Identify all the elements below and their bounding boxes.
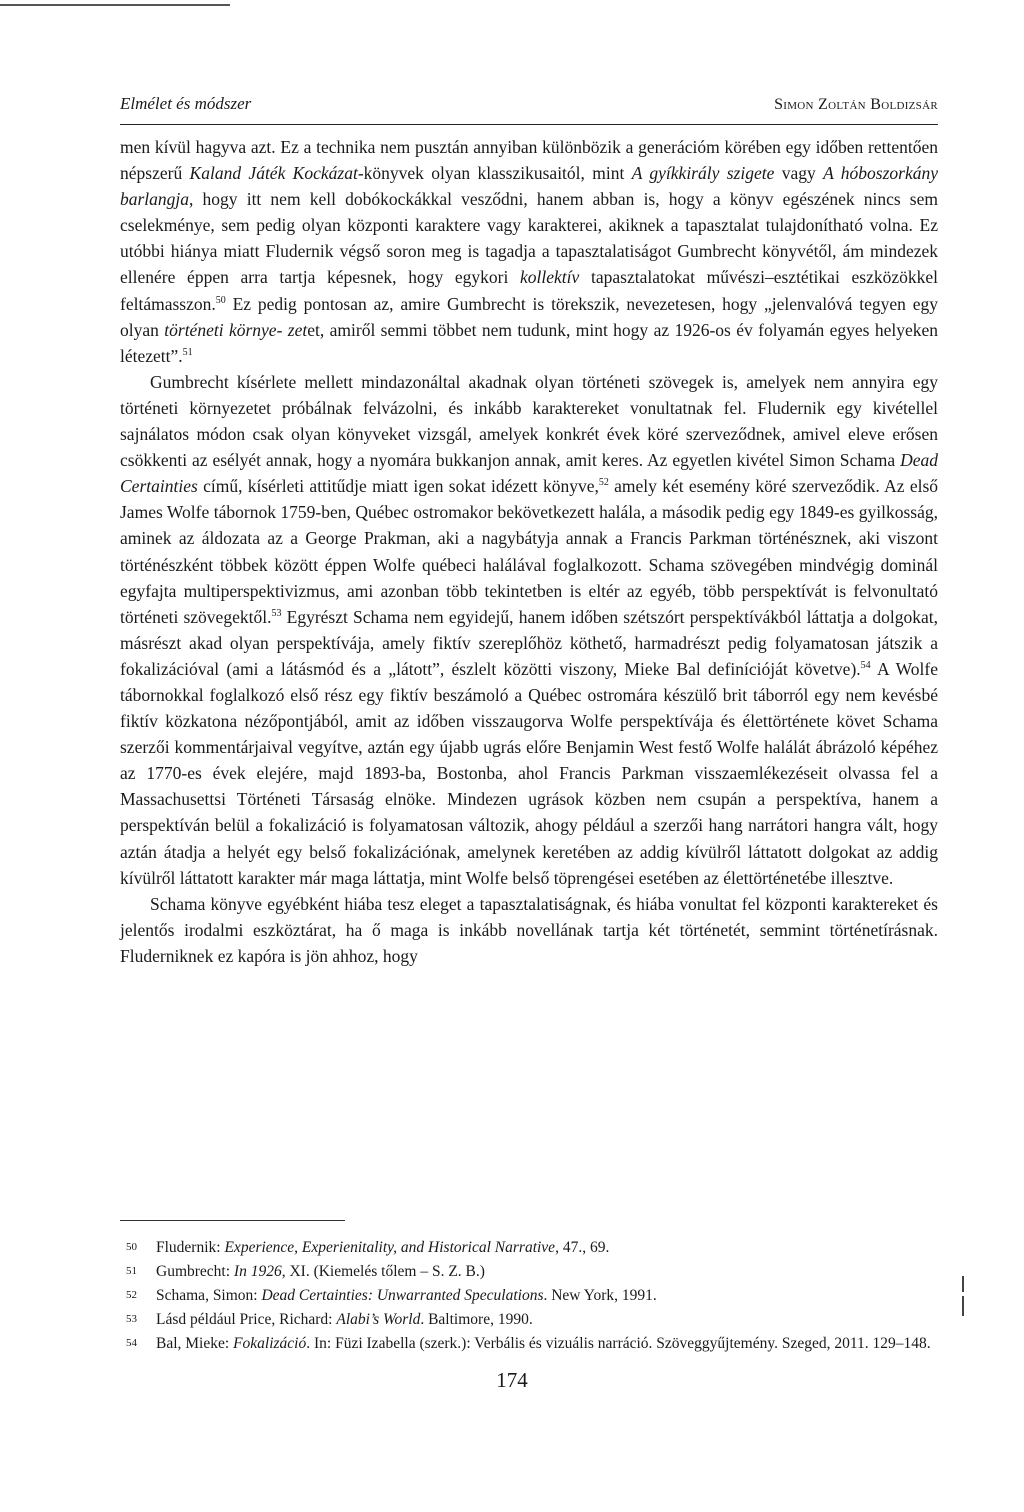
- text-run: Ez pedig pontosan az, amire Gumbrecht is törekszik, nevezetesen, hogy „jelenvalóvá tegyen egy olyan: [120, 293, 938, 340]
- text-run: amely két esemény köré szerveződik. Az első James Wolfe tábornok 1759-ben, Québec ostromakor bekövetkezett halála, a második pedig egy 1849-es gyilkosság, aminek az áldozata az a George Prakman, aki a nagybátyja annak a Francis Parkman történésznek, aki viszont történészként többek között éppen Wolfe québeci halálával foglalkozott. Schama szövegében mindvégig dominál egyfajta multiperspektivizmus, ami azonban több tekintetben is eltér az egyéb, több perspektívát is felvonultató történeti szövegektől.: [120, 476, 939, 627]
- footnote-ref-51[interactable]: 51: [182, 346, 193, 358]
- footnote-number: 50: [126, 1241, 137, 1253]
- footnote-ref-54[interactable]: 54: [860, 660, 871, 672]
- footnotes: [120, 1236, 938, 1356]
- italic-title: A hóboszorkány barlangja: [120, 163, 939, 210]
- footnote-number: 53: [126, 1313, 137, 1325]
- italic-emphasis: zet: [287, 319, 308, 340]
- italic-emphasis: kollektív: [520, 267, 580, 288]
- paragraph-2: [120, 369, 938, 891]
- text-run: -könyvek olyan klasszikusaitól, mint: [357, 163, 632, 184]
- text-run: című, kísérleti attitűdje miatt igen sokat idézett könyve,: [197, 476, 599, 497]
- italic-emphasis: történeti környe: [164, 319, 277, 340]
- footnote-ref-52[interactable]: 52: [598, 477, 609, 489]
- margin-mark: [962, 1296, 964, 1316]
- footnote-title: In 1926: [233, 1263, 282, 1280]
- footnote-text: . Baltimore, 1990.: [420, 1311, 533, 1328]
- body-text: [120, 134, 938, 969]
- page-number: 174: [496, 1368, 528, 1392]
- footnote-text: , XI. (Kiemelés tőlem – S. Z. B.): [281, 1263, 485, 1280]
- footnote-ref-50[interactable]: 50: [215, 294, 226, 306]
- footnote-title: Fokalizáció: [233, 1335, 307, 1352]
- footnote-number: 51: [126, 1265, 137, 1277]
- footnote-number: 52: [126, 1289, 137, 1301]
- paragraph-1: men kívül hagyva azt. Ez a technika nem pusztán annyiban különbözik a generációm körében egy időben rettentően népszerű Kaland Játék Kockázat-könyvek olyan klasszikusaitól, mint A gyíkkirály szigete vagy A hóboszorkány barlangja, hogy itt nem kell dobókockákkal vesződni, hanem abban is, hogy a könyv egészének nincs sem cselekménye, sem pedig olyan központi karaktere vagy karakterei, akiknek a tapasztalat tulajdonítható volna. Ez utóbbi hiánya miatt Fludernik végső soron meg is tagadja a tapasztalatiságot Gumbrecht könyvétől, ám mindezek ellenére éppen arra tartja képesnek, hogy egykori kollektív tapasztalatokat művészi–esztétikai eszközökkel feltámasszon.$^{50}$ Ez pedig pontosan az, amire Gumbrecht is törekszik, nevezetesen, hogy „jelenvalóvá tegyen egy olyan történeti környe- zetet, amiről semmi többet nem tudunk, mint hogy az 1926-os év folyamán egyes helyeken létezett”.$^{51}$: [120, 137, 939, 366]
- text-run: Egyrészt Schama nem egyidejű, hanem időben szétszórt perspektívákból láttatja a dolgokat, másrészt akad olyan perspektívája, amely fiktív szereplőhöz köthető, harmadrészt pedig folyamatosan játszik a fokalizációval (ami a látásmód és a „látott”, észlelt közötti viszony, Mieke Bal definícióját követve).: [120, 606, 938, 679]
- text-run: men kívül hagyva azt. Ez a technika nem pusztán annyiban különbözik a generációm körében egy időben rettentően népszerű: [120, 137, 938, 184]
- footnote-52: [120, 1284, 938, 1308]
- italic-title: Kaland Játék Kockázat: [189, 163, 358, 184]
- text-run: Gumbrecht kísérlete mellett mindazonáltal akadnak olyan történeti szövegek is, amelyek nem annyira egy történeti környezetet próbálnak felvázolni, és inkább karaktereket vonultatnak fel. Fludernik egy kivétellel sajnálatos módon csak olyan könyveket vizsgál, amelyek konkrét évek köré szerveződnek, amivel eleve erősen csökkenti az esélyét annak, hogy a nyomára bukkanjon annak, amit keres. Az egyetlen kivétel Simon Schama: [120, 371, 938, 471]
- footnote-title: Alabi’s World: [336, 1311, 421, 1328]
- text-run: vagy: [774, 163, 824, 184]
- footnote-separator: [120, 1220, 345, 1221]
- footnote-51: [120, 1260, 938, 1284]
- text-run: A Wolfe tábornokkal foglalkozó első rész egy fiktív beszámoló a Québec ostromára készülő brit táborról egy nem kevésbé fiktív közkatona nézőpontjából, amit az időben visszaugorva Wolfe perspektívája és élettörténete követ Schama szerzői kommentárjaival vegyítve, aztán egy újabb ugrás előre Benjamin West festő Wolfe halálát ábrázoló képéhez az 1770-es évek elejére, majd 1893-ba, Bostonba, ahol Francis Parkman visszaemlékezéseit olvassa fel a Massachusettsi Történeti Társaság elnöke. Mindezen ugrások közben nem csupán a perspektíva, hanem a perspektíván belül a fokalizáció is folyamatosan változik, ahogy például a szerzői hang narrátori hangra vált, hogy aztán átadja a helyét egy belső fokalizációnak, amelynek keretében az addig kívülről láttatott dolgokat az addig kívülről láttatott karakter már maga láttatja, mint Wolfe belső töprengései esetében az élettörténetébe illesztve.: [120, 658, 938, 888]
- footnote-text: Schama, Simon:: [156, 1287, 262, 1304]
- footnote-text: Lásd például Price, Richard:: [156, 1311, 337, 1328]
- text-run: tapasztalatokat művészi–esztétikai eszközökkel feltámasszon.: [120, 267, 938, 314]
- italic-title: Dead Certainties: [120, 450, 938, 497]
- margin-mark: [962, 1276, 964, 1292]
- footnote-text: Bal, Mieke:: [156, 1335, 234, 1352]
- footnote-text: . In: Füzi Izabella (szerk.): Verbális és vizuális narráció. Szöveggyűjtemény. Szeged, 2011. 129–148.: [306, 1335, 931, 1352]
- footnote-ref-53[interactable]: 53: [271, 607, 282, 619]
- footnote-text: Fludernik:: [156, 1239, 225, 1256]
- footnote-50: [120, 1236, 938, 1260]
- footnote-text: , 47., 69.: [555, 1239, 610, 1256]
- footnote-text: Gumbrecht:: [156, 1263, 234, 1280]
- footnote-53: [120, 1308, 938, 1332]
- footnote-number: 54: [126, 1337, 137, 1349]
- italic-title: A gyíkkirály szigete: [631, 163, 775, 184]
- footnote-title: Dead Certainties: Unwarranted Speculations: [261, 1287, 544, 1304]
- footnote-54: [120, 1332, 938, 1356]
- scan-edge-line: [0, 4, 230, 6]
- header-author: Simon Zoltán Boldizsár: [774, 96, 938, 113]
- footnote-title: Experience, Experienitality, and Historical Narrative: [224, 1239, 556, 1256]
- text-run: Schama könyve egyébként hiába tesz eleget a tapasztalatiságnak, és hiába vonultat fel központi karaktereket és jelentős irodalmi eszköztárat, ha ő maga is inkább novellának tartja két történetét, semmint történetírásnak. Fluderniknek ez kapóra is jön ahhoz, hogy: [120, 893, 938, 966]
- text-run: , hogy itt nem kell dobókockákkal vesződni, hanem abban is, hogy a könyv egészének nincs sem cselekménye, sem pedig olyan központi karaktere vagy karakterei, akiknek a tapasztalat tulajdonítható volna. Ez utóbbi hiánya miatt Fludernik végső soron meg is tagadja a tapasztalatiságot Gumbrecht könyvétől, ám mindezek ellenére éppen arra tartja képesnek, hogy egykori: [120, 189, 938, 288]
- running-header: [120, 90, 938, 125]
- header-section-title: Elmélet és módszer: [120, 94, 252, 113]
- footnote-text: . New York, 1991.: [543, 1287, 657, 1304]
- text-run: et, amiről semmi többet nem tudunk, mint hogy az 1926-os év folyamán egyes helyeken létezett”.: [120, 319, 939, 366]
- paragraph-3: [120, 891, 938, 969]
